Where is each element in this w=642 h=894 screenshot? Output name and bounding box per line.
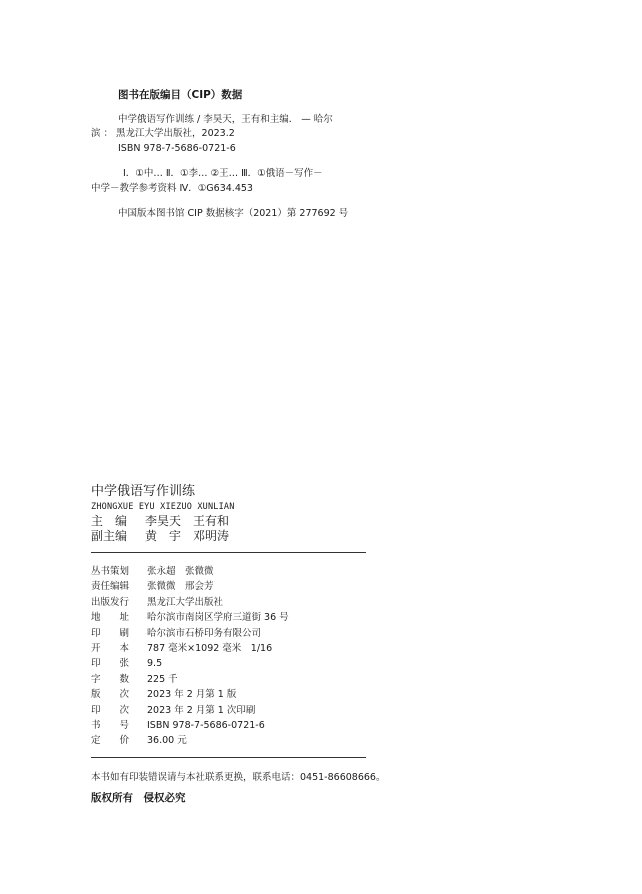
publication-label: 印 次 [91,704,130,716]
publication-label: 印 刷 [91,627,130,639]
publication-value: 哈尔滨市南岗区学府三道街 36 号 [147,612,289,624]
chief-editor-row [91,514,391,529]
publication-label: 印 张 [91,658,130,670]
publication-label: 字 数 [91,673,130,685]
publication-value: 9.5 [147,658,163,670]
publication-row [91,733,411,748]
publication-value: 2023 年 2 月第 1 次印刷 [147,704,256,716]
publication-row [91,687,411,702]
publication-value: 2023 年 2 月第 1 版 [147,689,237,701]
publication-row [91,703,411,718]
publication-row [91,718,411,733]
deputy-editor-row [91,529,391,544]
bottom-divider [91,757,366,758]
publication-row [91,595,411,610]
book-title: 中学俄语写作训练 [91,484,196,499]
publication-value: 张微微 邢会芳 [147,581,214,593]
publication-label: 地 址 [91,612,130,624]
publication-row [91,626,411,641]
contact-notice: 本书如有印装错误请与本社联系更换，联系电话：0451-86608666。 [91,772,386,783]
publication-label: 丛书策划 [91,566,130,577]
publication-value: 张永超 张微微 [147,566,214,577]
top-divider [91,552,366,553]
cip-line-subjects: Ⅰ．①中… Ⅱ．①李… ②王… Ⅲ．①俄语－写作－ [123,168,323,179]
cip-line-isbn: ISBN 978-7-5686-0721-6 [118,142,236,154]
publication-value: 787 毫米×1092 毫米 1/16 [147,643,273,655]
deputy-editor-names: 黄 宇 邓明涛 [145,529,230,543]
publication-value: ISBN 978-7-5686-0721-6 [147,720,265,732]
publication-row [91,564,411,579]
publication-value: 36.00 元 [147,735,187,747]
cip-line-record-number: 中国版本图书馆 CIP 数据核字（2021）第 277692 号 [118,208,349,219]
publication-value: 黑龙江大学出版社 [147,596,224,608]
publication-row [91,672,411,687]
publication-label: 书 号 [91,720,130,732]
publication-row [91,610,411,625]
cip-line-classification: 中学－教学参考资料 Ⅳ．①G634.453 [91,182,253,194]
cip-heading: 图书在版编目（CIP）数据 [118,89,243,101]
chief-editor-names: 李昊天 王有和 [145,514,230,528]
publication-label: 责任编辑 [91,581,130,593]
publication-value: 225 千 [147,673,178,685]
cip-line-title: 中学俄语写作训练 / 李昊天，王有和主编． — 哈尔 [118,113,333,125]
publication-label: 版 次 [91,689,130,701]
cip-line-publisher: 滨 ： 黑龙江大学出版社，2023.2 [91,128,235,139]
rights-statement: 版权所有 侵权必究 [91,792,186,804]
publication-label: 开 本 [91,643,130,655]
cip-block [91,88,391,222]
publication-details [91,564,411,749]
publication-row [91,641,411,656]
publication-value: 哈尔滨市石桥印务有限公司 [147,627,262,639]
chief-editor-role: 主 编 [91,514,128,528]
publication-row [91,579,411,594]
publication-label: 定 价 [91,735,130,747]
publication-row [91,656,411,671]
book-pinyin-title: ZHONGXUE EYU XIEZUO XUNLIAN [91,502,235,512]
book-info [91,483,391,544]
deputy-editor-role: 副主编 [91,529,128,543]
publication-label: 出版发行 [91,596,130,608]
